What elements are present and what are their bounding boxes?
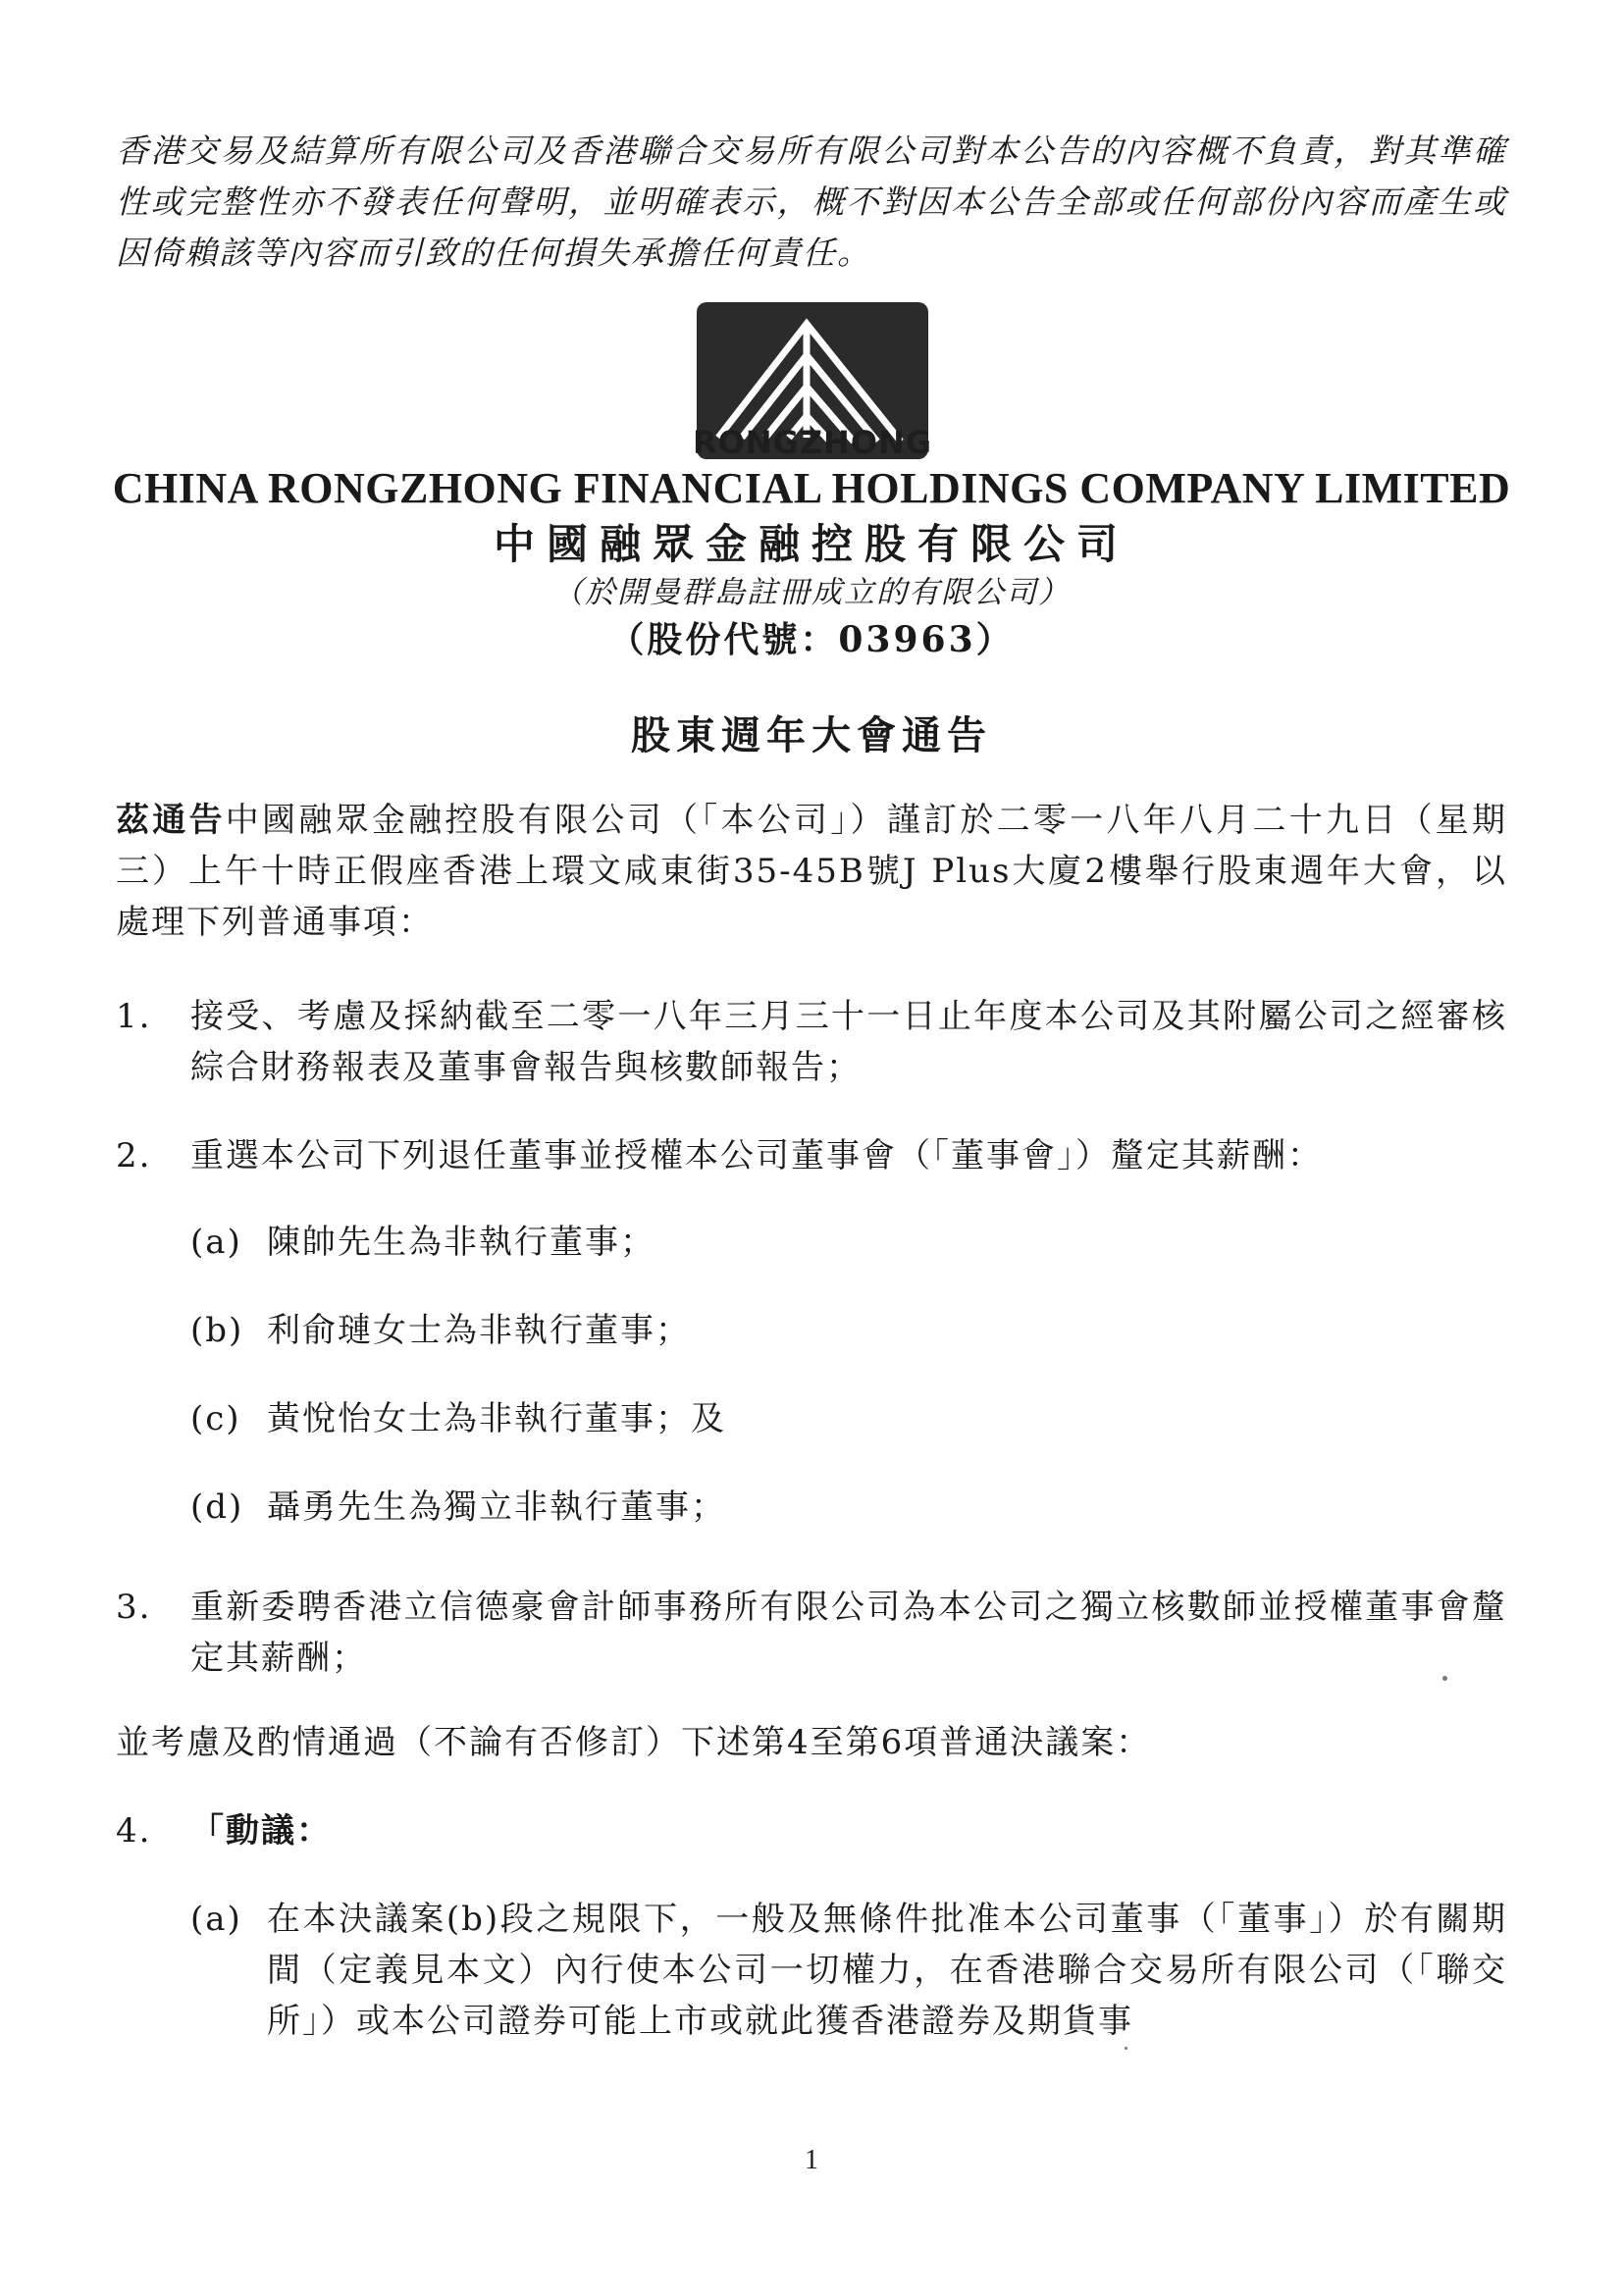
sub-item-number: (a) [190, 1900, 242, 1939]
resolution-item [116, 1582, 1507, 1690]
sub-item-text: 黃悅怡女士為非執行董事；及 [267, 1399, 726, 1438]
item-text: 重新委聘香港立信德豪會計師事務所有限公司為本公司之獨立核數師並授權董事會釐定其薪酬； [190, 1588, 1507, 1678]
item-number: 3. [116, 1588, 152, 1627]
sub-item-number: (b) [190, 1311, 244, 1350]
scan-speck [1125, 2047, 1127, 2050]
sub-item [190, 1305, 1507, 1360]
resolution-item [116, 1130, 1507, 1185]
item-number: 1. [116, 997, 152, 1036]
item-number: 4. [116, 1811, 152, 1851]
item-text: 接受、考慮及採納截至二零一八年三月三十一日止年度本公司及其附屬公司之經審核綜合財務報表及董事會報告與核數師報告； [190, 997, 1507, 1087]
sub-item-number: (d) [190, 1487, 244, 1527]
stock-code: （股份代號：03963） [608, 619, 1015, 660]
item-text: 重選本公司下列退任董事並授權本公司董事會（「董事會」）釐定其薪酬： [190, 1136, 1323, 1175]
company-name-zh: 中國融眾金融控股有限公司 [493, 520, 1129, 568]
resolution-item [116, 991, 1507, 1099]
sub-item-text: 利俞璉女士為非執行董事； [267, 1311, 691, 1350]
sub-item-number: (a) [190, 1223, 242, 1262]
scan-speck [1442, 1676, 1447, 1681]
sub-item [190, 1482, 1507, 1537]
company-name-en: CHINA RONGZHONG FINANCIAL HOLDINGS COMPANY LIMITED [112, 464, 1511, 512]
sub-item-number: (c) [190, 1399, 241, 1438]
sub-item [190, 1393, 1507, 1448]
item-number: 2. [116, 1136, 152, 1175]
sub-item-text: 聶勇先生為獨立非執行董事； [267, 1487, 726, 1527]
notice-title: 股東週年大會通告 [631, 713, 992, 758]
disclaimer-text: 香港交易及結算所有限公司及香港聯合交易所有限公司對本公告的內容概不負責，對其準確性或完整性亦不發表任何聲明，並明確表示，概不對因本公告全部或任何部份內容而產生或因倚賴該等內容而引致的任何損失承擔任何責任。 [116, 131, 1507, 272]
logo-wordmark: RONGZHONG [692, 424, 933, 461]
resolution-item [116, 1805, 1507, 1860]
consider-paragraph: 並考慮及酌情通過（不論有否修訂）下述第4至第6項普通決議案： [116, 1723, 1152, 1762]
page-number: 1 [805, 2145, 818, 2175]
sub-item-text: 在本決議案(b)段之規限下，一般及無條件批准本公司董事（「董事」）於有關期間（定義見本文）內行使本公司一切權力，在香港聯合交易所有限公司（「聯交所」）或本公司證券可能上市或就此獲香港證券及期貨事 [267, 1900, 1507, 2041]
sub-item [190, 1894, 1507, 2051]
sub-item-text: 陳帥先生為非執行董事； [267, 1223, 655, 1262]
sub-item [190, 1217, 1507, 1272]
intro-text: 中國融眾金融控股有限公司（「本公司」）謹訂於二零一八年八月二十九日（星期三）上午十時正假座香港上環文咸東街35-45B號J Plus大廈2樓舉行股東週年大會，以處理下列普通事項： [116, 801, 1508, 942]
incorporation-note: （於開曼群島註冊成立的有限公司） [552, 575, 1071, 610]
intro-paragraph [116, 795, 1507, 948]
item-text: 「動議： [190, 1811, 332, 1851]
intro-lead: 茲通告 [116, 801, 226, 840]
